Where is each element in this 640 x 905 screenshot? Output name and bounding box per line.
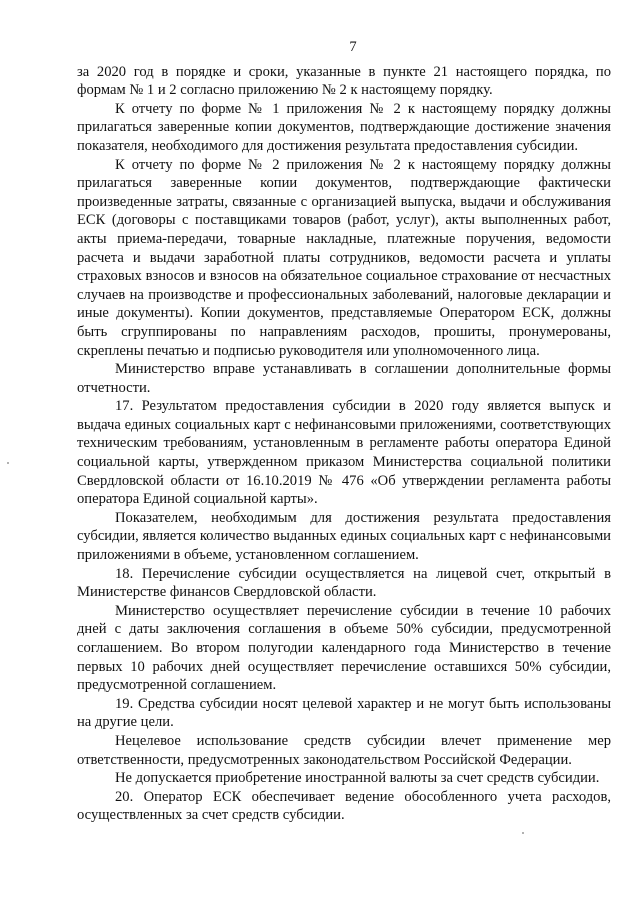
scan-speck <box>522 832 524 834</box>
page-number: 7 <box>349 39 357 55</box>
paragraph: 19. Средства субсидии носят целевой характер и не могут быть использованы на другие цели. <box>77 695 611 731</box>
paragraph: 20. Оператор ЕСК обеспечивает ведение обособленного учета расходов, осуществленных за счет средств субсидии. <box>77 788 611 824</box>
paragraph: Министерство осуществляет перечисление субсидии в течение 10 рабочих дней с даты заключения соглашения в объеме 50% субсидии, предусмотренной соглашением. Во втором полугодии календарного года Министерство в течение первых 10 рабочих дней осуществляет перечисление оставшихся 50% субсидии, предусмотренной соглашением. <box>77 602 611 694</box>
paragraph: Показателем, необходимым для достижения результата предоставления субсидии, является количество выданных единых социальных карт с нефинансовыми приложениями в объеме, установленном соглашением. <box>77 509 611 564</box>
paragraph: Министерство вправе устанавливать в соглашении дополнительные формы отчетности. <box>77 361 611 396</box>
paragraph: 17. Результатом предоставления субсидии в 2020 году является выпуск и выдача единых социальных карт с нефинансовыми приложениями, соответствующих техническим требованиям, установленным в регламенте работы оператора Единой социальной карты, утвержденном приказом Министерства социальной политики Свердловской области от 16.10.2019 № 476 «Об утверждении регламента работы оператора Единой социальной карты». <box>77 398 611 508</box>
paragraph: 18. Перечисление субсидии осуществляется на лицевой счет, открытый в Министерстве финансов Свердловской области. <box>77 565 611 601</box>
paragraph: К отчету по форме № 1 приложения № 2 к настоящему порядку должны прилагаться заверенные копии документов, подтверждающие достижение значения показателя, необходимого для достижения результата предоставления субсидии. <box>77 100 611 154</box>
paragraph: К отчету по форме № 2 приложения № 2 к настоящему порядку должны прилагаться заверенные копии документов, подтверждающие фактически произведенные затраты, связанные с организацией выпуска, выдачи и обслуживания ЕСК (договоры с поставщиками товаров (работ, услуг), акты выполненных работ, акты приема-передачи, товарные накладные, платежные поручения, ведомости расчета и выдачи заработной платы сотрудников, ведомости расчета и уплаты страховых взносов и взносов на обязательное социальное страхование от несчастных случаев на производстве и профессиональных заболеваний, налоговые декларации и иные документы). Копии документов, представляемые Оператором ЕСК, должны быть сгруппированы по направлениям расходов, прошиты, пронумерованы, скреплены печатью и подписью руководителя или уполномоченного лица. <box>77 156 611 359</box>
paragraph: за 2020 год в порядке и сроки, указанные в пункте 21 настоящего порядка, по формам № 1 и 2 согласно приложению № 2 к настоящему порядку. <box>77 63 611 99</box>
paragraph: Нецелевое использование средств субсидии влечет применение мер ответственности, предусмотренных законодательством Российской Федерации. <box>77 732 611 768</box>
document-page <box>77 38 611 825</box>
scan-speck <box>7 462 9 464</box>
paragraph: Не допускается приобретение иностранной валюты за счет средств субсидии. <box>115 770 600 787</box>
